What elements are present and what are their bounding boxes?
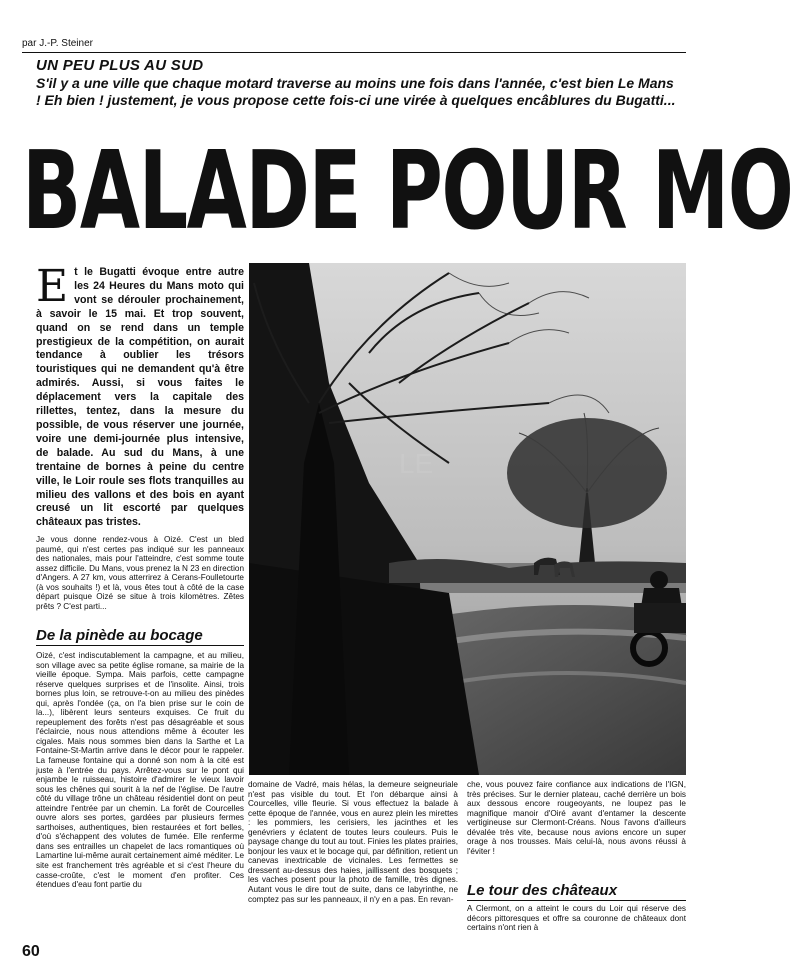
svg-text:LE: LE: [399, 448, 434, 479]
page-number: 60: [22, 943, 40, 960]
subheading-rule: [467, 900, 686, 901]
subheading-chateaux: Le tour des châteaux: [467, 882, 618, 899]
byline: par J.-P. Steiner: [22, 38, 93, 49]
top-rule: [22, 52, 686, 53]
lead-text: t le Bugatti évoque entre autre les 24 Heures du Mans moto qui vont se dérouler prochainement, à savoir le 15 mai. Et trop souvent, quand on se rend dans un temple prestigieux de la compétition, on aurait tendance à oublier les trésors touristiques qui ne demandent qu'à être admirés. Aussi, si vous faites le déplacement vers la capitale des rillettes, tentez, dans la mesure du possible, de vous réserver une journée, voire une demi-journée plus intensive, de balade. Au sud du Mans, à une trentaine de bornes à peine du centre ville, le Loir roule ses flots tranquilles au milieu des vallons et des bois en ayant creusé un lit escorté par quelques châteaux pas tristes.: [36, 266, 244, 529]
dropcap: E: [36, 261, 69, 312]
column-3-end: A Clermont, on a atteint le cours du Loir qui réserve des décors pittoresques et offre sa couronne de châteaux dont certains n'ont rien à: [467, 904, 686, 933]
headline-container: [0, 129, 792, 260]
column-2-body: domaine de Vadré, mais hélas, la demeure seigneuriale n'est pas visible du tout. Et l'on débarque ainsi à Courcelles, ville fleurie. Si vous effectuez la balade à cette époque de l'année, vous en aurez plein les mirettes : les pommiers, les cerisiers, les jacinthes et les genévriers y éclatent de toutes leurs couleurs. Puis le paysage change du tout au tout. Finies les plates prairies, bonjour les vaux et le bocage qui, par définition, retient un canevas inextricable de vicinales. Les fermettes se dressent au-dessus des haies, jaillissent des bosquets ; les vaches posent pour la photo de famille, très dignes. Autant vous le dire tout de suite, dans ce labyrinthe, ne comptez pas sur les panneaux, il n'y en a pas. En revan-: [248, 780, 458, 904]
kicker: UN PEU PLUS AU SUD: [36, 57, 204, 74]
standfirst: S'il y a une ville que chaque motard traverse au moins une fois dans l'année, c'est bien Le Mans ! Eh bien ! justement, je vous propose cette fois-ci une virée à quelques encâblures du Bugatti...: [36, 75, 676, 108]
landscape-photo: [249, 263, 686, 775]
headline: BALADE POUR MO: [22, 129, 792, 254]
column-3-body: che, vous pouvez faire confiance aux indications de l'IGN, très précises. Sur le dernier plateau, caché derrière un bois aux dessous encore rougeoyants, ne loupez pas le magnifique manoir d'Oiré avant d'entamer la descente vertigineuse sur Clermont-Créans. Nous l'avons d'ailleurs dévalée très vite, because nous avions encore un super orage à nos trousses. Mais celui-là, nous avons réussi à l'éviter !: [467, 780, 686, 856]
subheading-rule: [36, 645, 244, 646]
intro-paragraph: Je vous donne rendez-vous à Oizé. C'est un bled paumé, qui n'est certes pas indiqué sur les panneaux des nationales, mais pour l'atteindre, c'est somme toute assez difficile. Du Mans, vous prenez la N 23 en direction d'Angers. A 27 km, vous atterrirez à Cerans-Foulletourte (à vos souhaits !) et là, vous êtes tout à côté de la case départ puisque Oizé se situe à trois kilomètres. Zêtes prêts ? C'est parti...: [36, 535, 244, 611]
lead-paragraph: [36, 261, 244, 530]
column-1-body: Oizé, c'est indiscutablement la campagne, et au milieu, son village avec sa petite église romane, sa mairie de la vieille époque. Sympa. Mais parfois, cette campagne réserve quelques surprises et de l'insolite. Ainsi, trois bornes plus loin, se retrouve-t-on au milieu des pinèdes qui, après l'ondée (ça, on l'a bien prise sur le coin de la...), libèrent leurs senteurs exquises. Ce fruit du repeuplement des forêts n'est pas désagréable et sous l'éclaircie, nous nous attendions même à écouter les cigales. Mais nous sommes bien dans la Sarthe et La Fontaine-St-Martin arrive dans le décor pour le rappeler. La fameuse fontaine qui a donné son nom à la cité est juste à l'entrée du pays. Arrêtez-vous sur le pont qui enjambe le ruisseau, histoire d'admirer le vieux lavoir sous les chênes qui sourit à la nef de l'église. De l'autre côté du village trône un château résidentiel dont on peut atteindre l'entrée par un chemin. La forêt de Courcelles ouvre alors ses portes, gardées par plusieurs fermes sarthoises, authentiques, bien restaurées et fort belles, d'où s'échappent des volutes de fumée. Elle renferme dans ses entrailles un chapelet de lacs romantiques où Lamartine lui-même aurait certainement aimé méditer. Le site est franchement très agréable et si c'est l'heure du casse-croûte, c'est le moment d'en profiter. Ces étendues d'eau font partie du: [36, 651, 244, 890]
subheading-pinede: De la pinède au bocage: [36, 627, 203, 644]
